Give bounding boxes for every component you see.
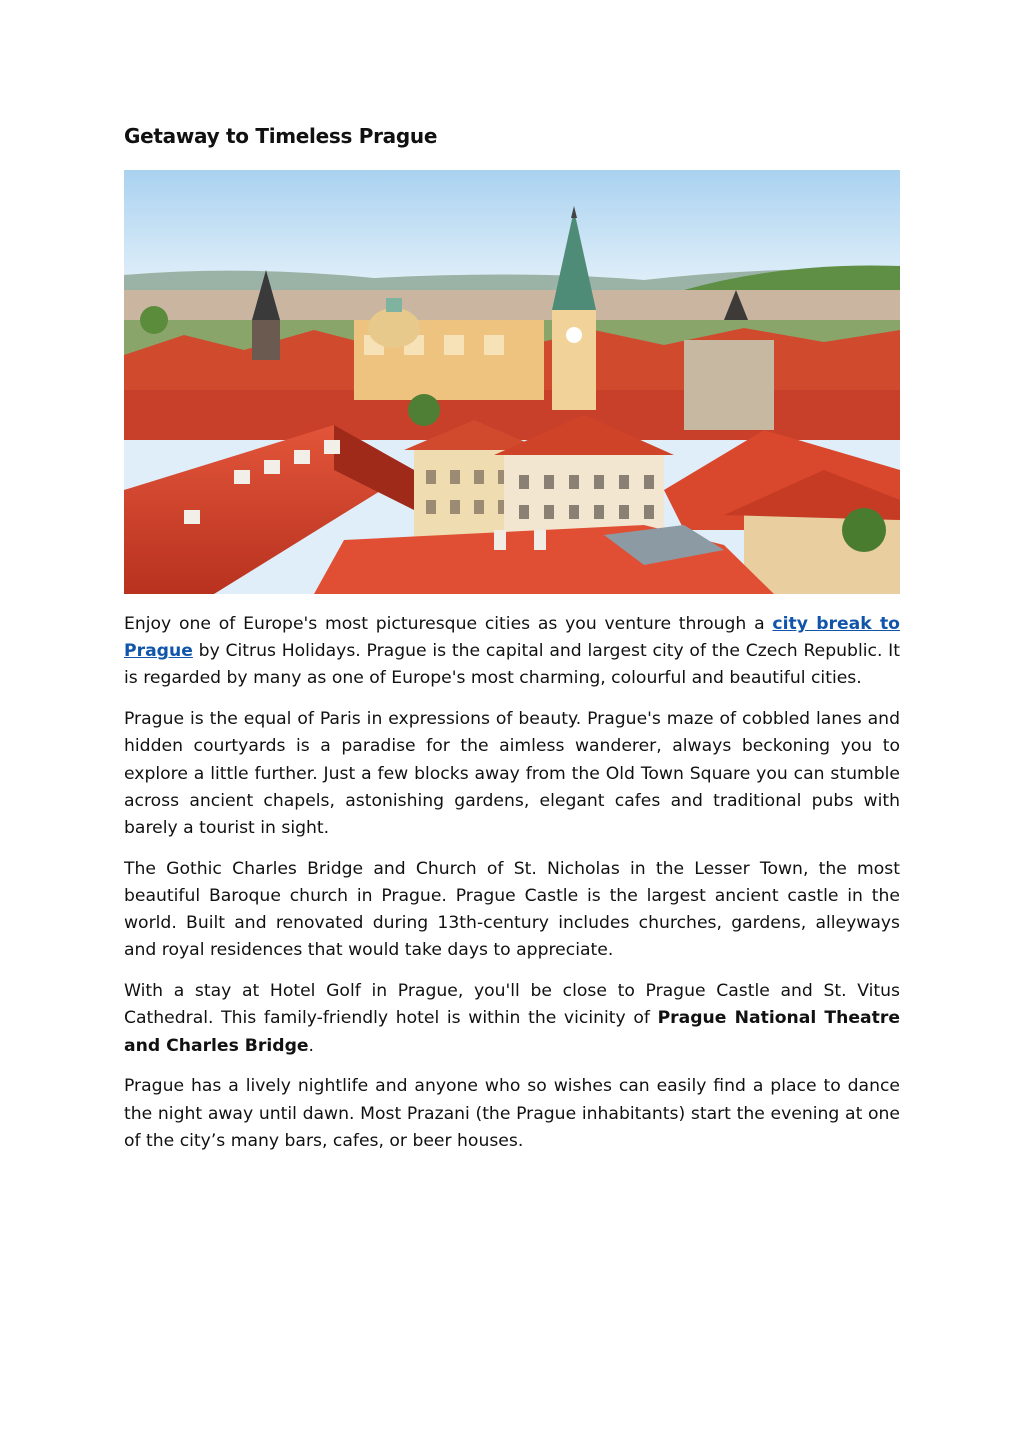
paragraph-intro [124,611,900,693]
hotel-text-after: . [308,1035,315,1056]
paragraph-hotel [124,978,900,1060]
paragraph-landmarks: The Gothic Charles Bridge and Church of St. Nicholas in the Lesser Town, the most beautiful Baroque church in Prague. Prague Castle is the largest ancient castle in the world. Built and renovated during 13th-century includes churches, gardens, alleyways and royal residences that would take days to appreciate. [124,858,900,961]
city-break-link[interactable]: city break to Prague [124,614,900,662]
paragraph-nightlife: Prague has a lively nightlife and anyone who so wishes can easily find a place to dance the night away until dawn. Most Prazani (the Prague inhabitants) start the evening at one of the city’s many bars, cafes, or beer houses. [124,1076,900,1151]
hotel-landmarks-bold: Prague National Theatre and Charles Bridge [124,1008,900,1056]
page-title: Getaway to Timeless Prague [124,124,438,148]
prague-rooftops-photo [124,170,900,594]
paragraph-beauty: Prague is the equal of Paris in expressions of beauty. Prague's maze of cobbled lanes and hidden courtyards is a paradise for the aimless wanderer, always beckoning you to explore a little further. Just a few blocks away from the Old Town Square you can stumble across ancient chapels, astonishing gardens, elegant cafes and traditional pubs with barely a tourist in sight. [124,709,900,839]
intro-text-before-link: Enjoy one of Europe's most picturesque cities as you venture through a [124,614,773,634]
article-body [124,611,900,1169]
hotel-text-before: With a stay at Hotel Golf in Prague, you'll be close to Prague Castle and St. Vitus Cathedral. This family-friendly hotel is within the vicinity of [124,981,900,1029]
intro-text-after-link: by Citrus Holidays. Prague is the capital and largest city of the Czech Republic. It is regarded by many as one of Europe's most charming, colourful and beautiful cities. [124,641,900,689]
